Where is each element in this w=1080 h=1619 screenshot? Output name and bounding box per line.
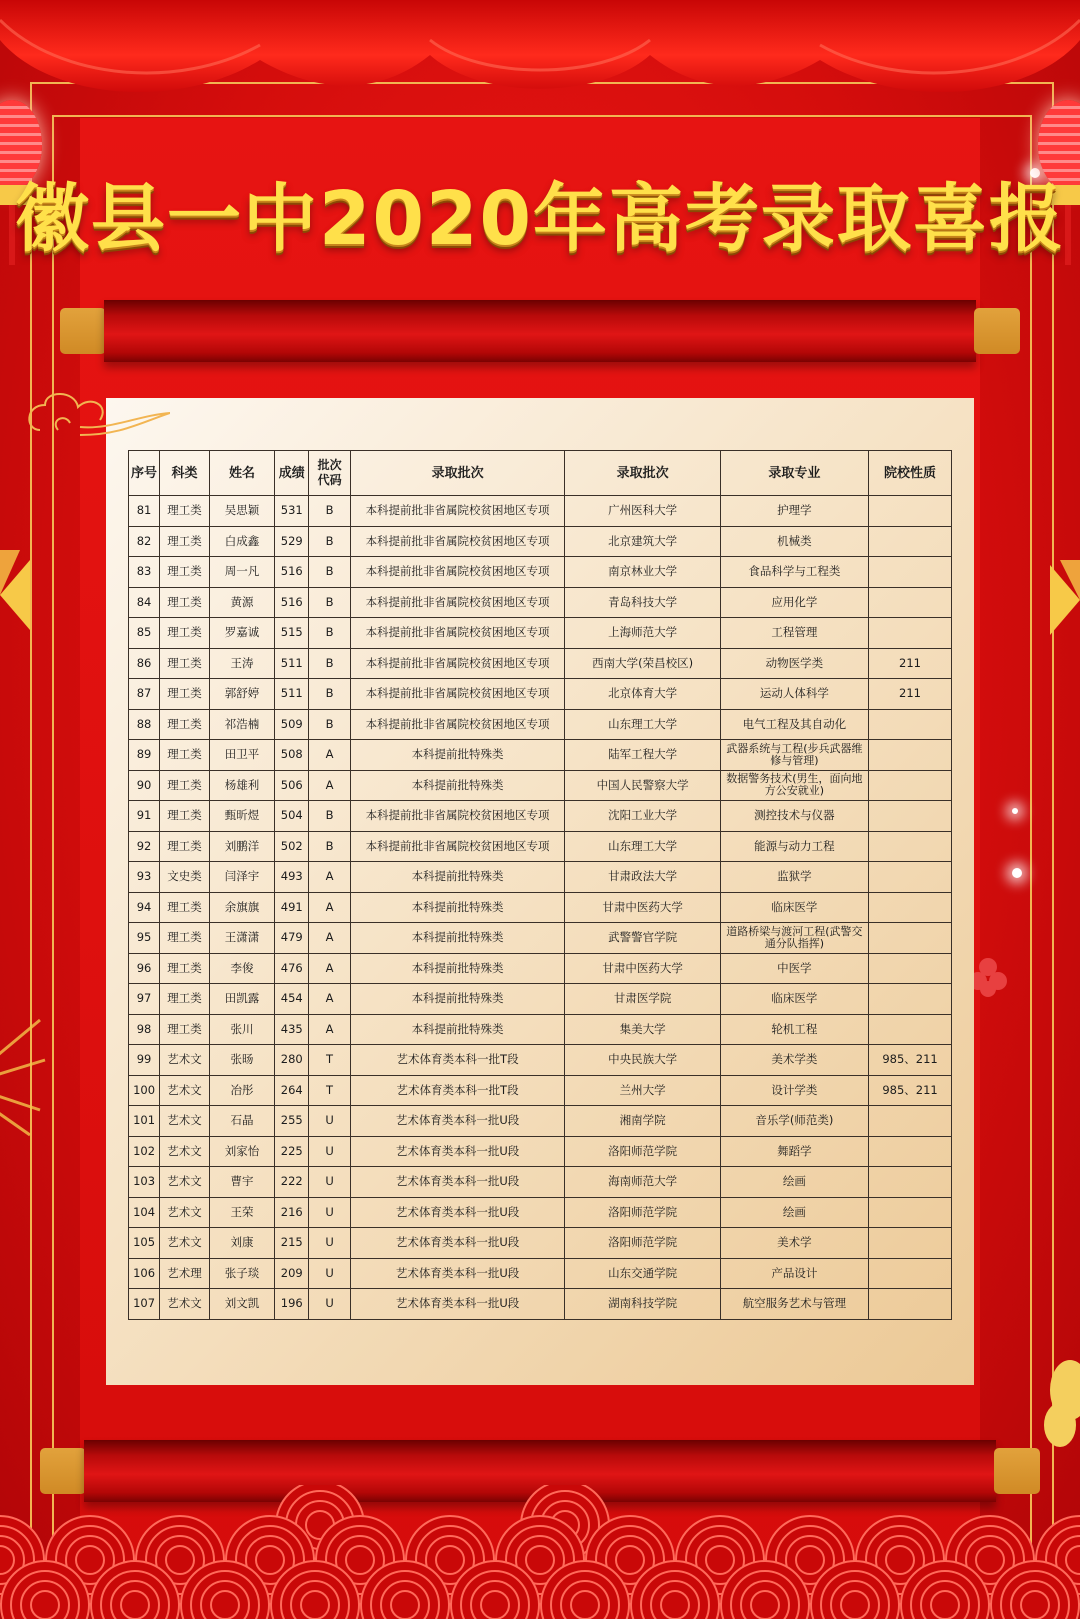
cell-name: 王涛 xyxy=(209,648,274,679)
cell-category: 理工类 xyxy=(160,892,210,923)
cell-no: 96 xyxy=(129,953,160,984)
cell-category: 艺术文 xyxy=(160,1075,210,1106)
cell-type xyxy=(869,923,952,954)
cell-type xyxy=(869,1167,952,1198)
cell-major: 运动人体科学 xyxy=(720,679,868,710)
cell-school: 武警警官学院 xyxy=(565,923,720,954)
cell-school: 北京建筑大学 xyxy=(565,526,720,557)
cell-code: B xyxy=(309,648,350,679)
cell-no: 82 xyxy=(129,526,160,557)
cell-name: 吴思颖 xyxy=(209,496,274,527)
table-row xyxy=(129,1075,952,1106)
cell-type xyxy=(869,862,952,893)
cell-school: 青岛科技大学 xyxy=(565,587,720,618)
cell-major: 测控技术与仪器 xyxy=(720,801,868,832)
cell-type xyxy=(869,1289,952,1320)
cell-school: 中国人民警察大学 xyxy=(565,770,720,801)
cell-category: 理工类 xyxy=(160,709,210,740)
cell-school: 海南师范大学 xyxy=(565,1167,720,1198)
cell-batch: 本科提前批非省属院校贫困地区专项 xyxy=(350,709,565,740)
cell-major: 数据警务技术(男生，面向地方公安就业) xyxy=(720,770,868,801)
cell-score: 515 xyxy=(275,618,309,649)
cell-major: 临床医学 xyxy=(720,984,868,1015)
cell-type xyxy=(869,587,952,618)
cell-name: 田凯露 xyxy=(209,984,274,1015)
table-row xyxy=(129,801,952,832)
cell-batch: 本科提前批特殊类 xyxy=(350,862,565,893)
cell-type xyxy=(869,770,952,801)
table-row xyxy=(129,1014,952,1045)
cell-score: 508 xyxy=(275,740,309,771)
cell-no: 81 xyxy=(129,496,160,527)
cell-code: T xyxy=(309,1075,350,1106)
cell-no: 103 xyxy=(129,1167,160,1198)
cell-name: 余旗旗 xyxy=(209,892,274,923)
cell-category: 理工类 xyxy=(160,953,210,984)
cell-score: 476 xyxy=(275,953,309,984)
cell-code: A xyxy=(309,892,350,923)
cell-category: 艺术理 xyxy=(160,1258,210,1289)
cell-code: B xyxy=(309,801,350,832)
cell-batch: 艺术体育类本科一批U段 xyxy=(350,1258,565,1289)
cell-code: A xyxy=(309,740,350,771)
cell-name: 刘家怡 xyxy=(209,1136,274,1167)
cell-major: 舞蹈学 xyxy=(720,1136,868,1167)
table-row xyxy=(129,1197,952,1228)
cell-major: 美术学类 xyxy=(720,1045,868,1076)
palm-leaf-icon xyxy=(0,1000,50,1140)
cell-name: 郭舒婷 xyxy=(209,679,274,710)
table-row xyxy=(129,618,952,649)
cell-score: 511 xyxy=(275,648,309,679)
sparkle-icon xyxy=(1012,868,1022,878)
cell-major: 应用化学 xyxy=(720,587,868,618)
cell-major: 工程管理 xyxy=(720,618,868,649)
cell-type: 211 xyxy=(869,648,952,679)
cell-batch: 本科提前批特殊类 xyxy=(350,892,565,923)
paper-fan-icon xyxy=(0,550,30,640)
table-row xyxy=(129,679,952,710)
cell-category: 理工类 xyxy=(160,740,210,771)
cell-name: 甄昕煜 xyxy=(209,801,274,832)
cell-score: 280 xyxy=(275,1045,309,1076)
cell-batch: 本科提前批特殊类 xyxy=(350,1014,565,1045)
cell-major: 武器系统与工程(步兵武器维修与管理) xyxy=(720,740,868,771)
cell-no: 90 xyxy=(129,770,160,801)
cell-batch: 本科提前批特殊类 xyxy=(350,923,565,954)
cell-code: A xyxy=(309,862,350,893)
cell-type xyxy=(869,953,952,984)
header-type: 院校性质 xyxy=(869,451,952,496)
cell-major: 中医学 xyxy=(720,953,868,984)
cell-no: 104 xyxy=(129,1197,160,1228)
cell-name: 张子琰 xyxy=(209,1258,274,1289)
cell-major: 绘画 xyxy=(720,1167,868,1198)
cell-batch: 艺术体育类本科一批T段 xyxy=(350,1075,565,1106)
table-row xyxy=(129,648,952,679)
cell-no: 92 xyxy=(129,831,160,862)
cell-school: 湘南学院 xyxy=(565,1106,720,1137)
cell-batch: 本科提前批非省属院校贫困地区专项 xyxy=(350,496,565,527)
cell-type xyxy=(869,831,952,862)
cell-batch: 本科提前批非省属院校贫困地区专项 xyxy=(350,648,565,679)
cell-name: 曹宇 xyxy=(209,1167,274,1198)
cell-score: 511 xyxy=(275,679,309,710)
cell-batch: 本科提前批非省属院校贫困地区专项 xyxy=(350,801,565,832)
cell-category: 理工类 xyxy=(160,496,210,527)
cell-no: 93 xyxy=(129,862,160,893)
cell-name: 田卫平 xyxy=(209,740,274,771)
cell-code: T xyxy=(309,1045,350,1076)
cell-type xyxy=(869,557,952,588)
cell-code: U xyxy=(309,1197,350,1228)
cell-batch: 本科提前批非省属院校贫困地区专项 xyxy=(350,831,565,862)
cell-code: A xyxy=(309,953,350,984)
cell-batch: 艺术体育类本科一批U段 xyxy=(350,1228,565,1259)
cell-school: 上海师范大学 xyxy=(565,618,720,649)
table-row xyxy=(129,953,952,984)
table-row xyxy=(129,831,952,862)
cell-type xyxy=(869,1106,952,1137)
cell-category: 理工类 xyxy=(160,526,210,557)
cell-no: 107 xyxy=(129,1289,160,1320)
cell-category: 理工类 xyxy=(160,648,210,679)
cell-type xyxy=(869,1228,952,1259)
cell-school: 甘肃中医药大学 xyxy=(565,953,720,984)
cell-type xyxy=(869,496,952,527)
cell-major: 绘画 xyxy=(720,1197,868,1228)
table-row xyxy=(129,557,952,588)
cell-category: 艺术文 xyxy=(160,1197,210,1228)
cell-no: 85 xyxy=(129,618,160,649)
cell-school: 山东理工大学 xyxy=(565,831,720,862)
table-row xyxy=(129,1228,952,1259)
cell-score: 215 xyxy=(275,1228,309,1259)
cell-name: 王潇潇 xyxy=(209,923,274,954)
cell-school: 沈阳工业大学 xyxy=(565,801,720,832)
cell-name: 白成鑫 xyxy=(209,526,274,557)
cell-score: 225 xyxy=(275,1136,309,1167)
cell-major: 动物医学类 xyxy=(720,648,868,679)
cell-category: 理工类 xyxy=(160,557,210,588)
cell-type xyxy=(869,892,952,923)
cell-type xyxy=(869,1258,952,1289)
admission-table xyxy=(128,450,952,1320)
cell-batch: 本科提前批非省属院校贫困地区专项 xyxy=(350,679,565,710)
cell-name: 刘康 xyxy=(209,1228,274,1259)
cell-score: 531 xyxy=(275,496,309,527)
cell-school: 山东交通学院 xyxy=(565,1258,720,1289)
cell-category: 艺术文 xyxy=(160,1045,210,1076)
cell-score: 479 xyxy=(275,923,309,954)
cell-score: 255 xyxy=(275,1106,309,1137)
header-name: 姓名 xyxy=(209,451,274,496)
cell-major: 航空服务艺术与管理 xyxy=(720,1289,868,1320)
cell-category: 理工类 xyxy=(160,984,210,1015)
cell-type xyxy=(869,984,952,1015)
cell-score: 502 xyxy=(275,831,309,862)
table-row xyxy=(129,1289,952,1320)
cell-code: U xyxy=(309,1258,350,1289)
cell-code: B xyxy=(309,679,350,710)
cell-no: 105 xyxy=(129,1228,160,1259)
cell-name: 黄源 xyxy=(209,587,274,618)
cell-code: B xyxy=(309,587,350,618)
cell-no: 99 xyxy=(129,1045,160,1076)
cell-name: 闫泽宇 xyxy=(209,862,274,893)
cell-code: U xyxy=(309,1228,350,1259)
cell-code: B xyxy=(309,557,350,588)
cell-major: 机械类 xyxy=(720,526,868,557)
cell-batch: 本科提前批特殊类 xyxy=(350,740,565,771)
table-row xyxy=(129,1167,952,1198)
header-category: 科类 xyxy=(160,451,210,496)
cell-score: 516 xyxy=(275,557,309,588)
cell-name: 杨雄利 xyxy=(209,770,274,801)
cell-name: 刘文凯 xyxy=(209,1289,274,1320)
cell-school: 山东理工大学 xyxy=(565,709,720,740)
cell-category: 理工类 xyxy=(160,923,210,954)
cell-no: 97 xyxy=(129,984,160,1015)
cell-category: 理工类 xyxy=(160,770,210,801)
cell-school: 甘肃中医药大学 xyxy=(565,892,720,923)
cell-major: 美术学 xyxy=(720,1228,868,1259)
cell-type xyxy=(869,1014,952,1045)
cell-category: 理工类 xyxy=(160,801,210,832)
cell-no: 101 xyxy=(129,1106,160,1137)
sparkle-icon xyxy=(1012,808,1018,814)
flower-icon xyxy=(968,955,1008,1000)
cell-name: 李俊 xyxy=(209,953,274,984)
cell-major: 监狱学 xyxy=(720,862,868,893)
cell-batch: 本科提前批特殊类 xyxy=(350,953,565,984)
cell-name: 石晶 xyxy=(209,1106,274,1137)
cell-school: 甘肃政法大学 xyxy=(565,862,720,893)
cell-name: 张川 xyxy=(209,1014,274,1045)
cell-category: 理工类 xyxy=(160,679,210,710)
cell-no: 83 xyxy=(129,557,160,588)
cell-type xyxy=(869,709,952,740)
cell-score: 222 xyxy=(275,1167,309,1198)
cell-type xyxy=(869,1197,952,1228)
cell-no: 94 xyxy=(129,892,160,923)
cell-name: 张旸 xyxy=(209,1045,274,1076)
cell-school: 广州医科大学 xyxy=(565,496,720,527)
cell-school: 湖南科技学院 xyxy=(565,1289,720,1320)
cell-code: B xyxy=(309,709,350,740)
cell-score: 209 xyxy=(275,1258,309,1289)
cell-major: 轮机工程 xyxy=(720,1014,868,1045)
cell-major: 食品科学与工程类 xyxy=(720,557,868,588)
table-row xyxy=(129,587,952,618)
wave-pattern-decoration xyxy=(0,1485,1080,1619)
cell-no: 102 xyxy=(129,1136,160,1167)
cell-major: 产品设计 xyxy=(720,1258,868,1289)
cell-name: 刘鹏洋 xyxy=(209,831,274,862)
cell-score: 435 xyxy=(275,1014,309,1045)
table-row xyxy=(129,1045,952,1076)
cell-major: 临床医学 xyxy=(720,892,868,923)
cell-no: 86 xyxy=(129,648,160,679)
cell-score: 509 xyxy=(275,709,309,740)
header-code: 批次代码 xyxy=(309,451,350,496)
cell-no: 84 xyxy=(129,587,160,618)
cell-major: 道路桥梁与渡河工程(武警交通分队指挥) xyxy=(720,923,868,954)
cell-score: 216 xyxy=(275,1197,309,1228)
cell-score: 529 xyxy=(275,526,309,557)
header-major: 录取专业 xyxy=(720,451,868,496)
cell-batch: 艺术体育类本科一批U段 xyxy=(350,1197,565,1228)
cell-category: 艺术文 xyxy=(160,1136,210,1167)
cell-no: 87 xyxy=(129,679,160,710)
paper-fan-icon xyxy=(1050,560,1080,640)
cell-name: 周一凡 xyxy=(209,557,274,588)
cell-code: A xyxy=(309,1014,350,1045)
cell-batch: 本科提前批特殊类 xyxy=(350,770,565,801)
cell-batch: 本科提前批非省属院校贫困地区专项 xyxy=(350,557,565,588)
header-school: 录取批次 xyxy=(565,451,720,496)
cell-name: 罗嘉诚 xyxy=(209,618,274,649)
cell-category: 理工类 xyxy=(160,587,210,618)
cell-school: 洛阳师范学院 xyxy=(565,1197,720,1228)
cell-batch: 艺术体育类本科一批U段 xyxy=(350,1289,565,1320)
cell-category: 理工类 xyxy=(160,618,210,649)
cell-batch: 艺术体育类本科一批U段 xyxy=(350,1136,565,1167)
table-row xyxy=(129,923,952,954)
cell-code: U xyxy=(309,1106,350,1137)
cell-score: 264 xyxy=(275,1075,309,1106)
cell-code: B xyxy=(309,496,350,527)
cell-score: 196 xyxy=(275,1289,309,1320)
cell-major: 电气工程及其自动化 xyxy=(720,709,868,740)
cell-score: 504 xyxy=(275,801,309,832)
table-row xyxy=(129,1136,952,1167)
cell-batch: 艺术体育类本科一批U段 xyxy=(350,1167,565,1198)
table-row xyxy=(129,526,952,557)
cell-batch: 本科提前批非省属院校贫困地区专项 xyxy=(350,587,565,618)
table-row xyxy=(129,740,952,771)
cell-batch: 本科提前批非省属院校贫困地区专项 xyxy=(350,526,565,557)
cell-name: 祁浩楠 xyxy=(209,709,274,740)
cell-code: U xyxy=(309,1289,350,1320)
cell-major: 能源与动力工程 xyxy=(720,831,868,862)
cell-major: 设计学类 xyxy=(720,1075,868,1106)
table-row xyxy=(129,1106,952,1137)
table-header-row xyxy=(129,451,952,496)
header-no: 序号 xyxy=(129,451,160,496)
cell-no: 98 xyxy=(129,1014,160,1045)
cell-category: 艺术文 xyxy=(160,1106,210,1137)
poster-title: 徽县一中2020年高考录取喜报 xyxy=(15,176,1065,262)
cell-score: 454 xyxy=(275,984,309,1015)
cell-batch: 本科提前批特殊类 xyxy=(350,984,565,1015)
table-row xyxy=(129,496,952,527)
cell-school: 中央民族大学 xyxy=(565,1045,720,1076)
cell-batch: 本科提前批非省属院校贫困地区专项 xyxy=(350,618,565,649)
header-batch: 录取批次 xyxy=(350,451,565,496)
table-row xyxy=(129,862,952,893)
cell-code: U xyxy=(309,1136,350,1167)
table-row xyxy=(129,1258,952,1289)
cloud-swirl-icon xyxy=(20,385,170,455)
table-row xyxy=(129,770,952,801)
scroll-roller-top xyxy=(60,300,1020,362)
cell-category: 理工类 xyxy=(160,831,210,862)
cell-name: 冶彤 xyxy=(209,1075,274,1106)
cell-category: 文史类 xyxy=(160,862,210,893)
cell-no: 91 xyxy=(129,801,160,832)
table-row xyxy=(129,892,952,923)
cell-code: A xyxy=(309,770,350,801)
cell-school: 西南大学(荣昌校区) xyxy=(565,648,720,679)
cell-type xyxy=(869,1136,952,1167)
cell-code: B xyxy=(309,831,350,862)
cell-category: 理工类 xyxy=(160,1014,210,1045)
cell-school: 兰州大学 xyxy=(565,1075,720,1106)
cell-no: 100 xyxy=(129,1075,160,1106)
cell-score: 506 xyxy=(275,770,309,801)
cell-type xyxy=(869,740,952,771)
table-row xyxy=(129,984,952,1015)
cell-type xyxy=(869,618,952,649)
cell-name: 王荣 xyxy=(209,1197,274,1228)
cell-type xyxy=(869,801,952,832)
cell-code: U xyxy=(309,1167,350,1198)
cell-category: 艺术文 xyxy=(160,1167,210,1198)
cell-school: 洛阳师范学院 xyxy=(565,1136,720,1167)
table-row xyxy=(129,709,952,740)
cell-major: 音乐学(师范类) xyxy=(720,1106,868,1137)
cell-school: 集美大学 xyxy=(565,1014,720,1045)
cell-category: 艺术文 xyxy=(160,1228,210,1259)
cell-batch: 艺术体育类本科一批U段 xyxy=(350,1106,565,1137)
cell-major: 护理学 xyxy=(720,496,868,527)
cell-school: 洛阳师范学院 xyxy=(565,1228,720,1259)
header-score: 成绩 xyxy=(275,451,309,496)
cell-score: 491 xyxy=(275,892,309,923)
cell-score: 516 xyxy=(275,587,309,618)
cell-no: 95 xyxy=(129,923,160,954)
cell-no: 106 xyxy=(129,1258,160,1289)
cell-school: 南京林业大学 xyxy=(565,557,720,588)
cell-type: 985、211 xyxy=(869,1075,952,1106)
cell-school: 北京体育大学 xyxy=(565,679,720,710)
cell-category: 艺术文 xyxy=(160,1289,210,1320)
cell-code: B xyxy=(309,618,350,649)
cell-score: 493 xyxy=(275,862,309,893)
cell-type xyxy=(869,526,952,557)
cell-type: 211 xyxy=(869,679,952,710)
cell-type: 985、211 xyxy=(869,1045,952,1076)
cell-code: B xyxy=(309,526,350,557)
cell-code: A xyxy=(309,984,350,1015)
curtain-decoration xyxy=(0,0,1080,110)
gold-leaf-icon xyxy=(1030,1360,1080,1450)
cell-batch: 艺术体育类本科一批T段 xyxy=(350,1045,565,1076)
cell-code: A xyxy=(309,923,350,954)
cell-no: 88 xyxy=(129,709,160,740)
cell-no: 89 xyxy=(129,740,160,771)
cell-school: 甘肃医学院 xyxy=(565,984,720,1015)
cell-school: 陆军工程大学 xyxy=(565,740,720,771)
